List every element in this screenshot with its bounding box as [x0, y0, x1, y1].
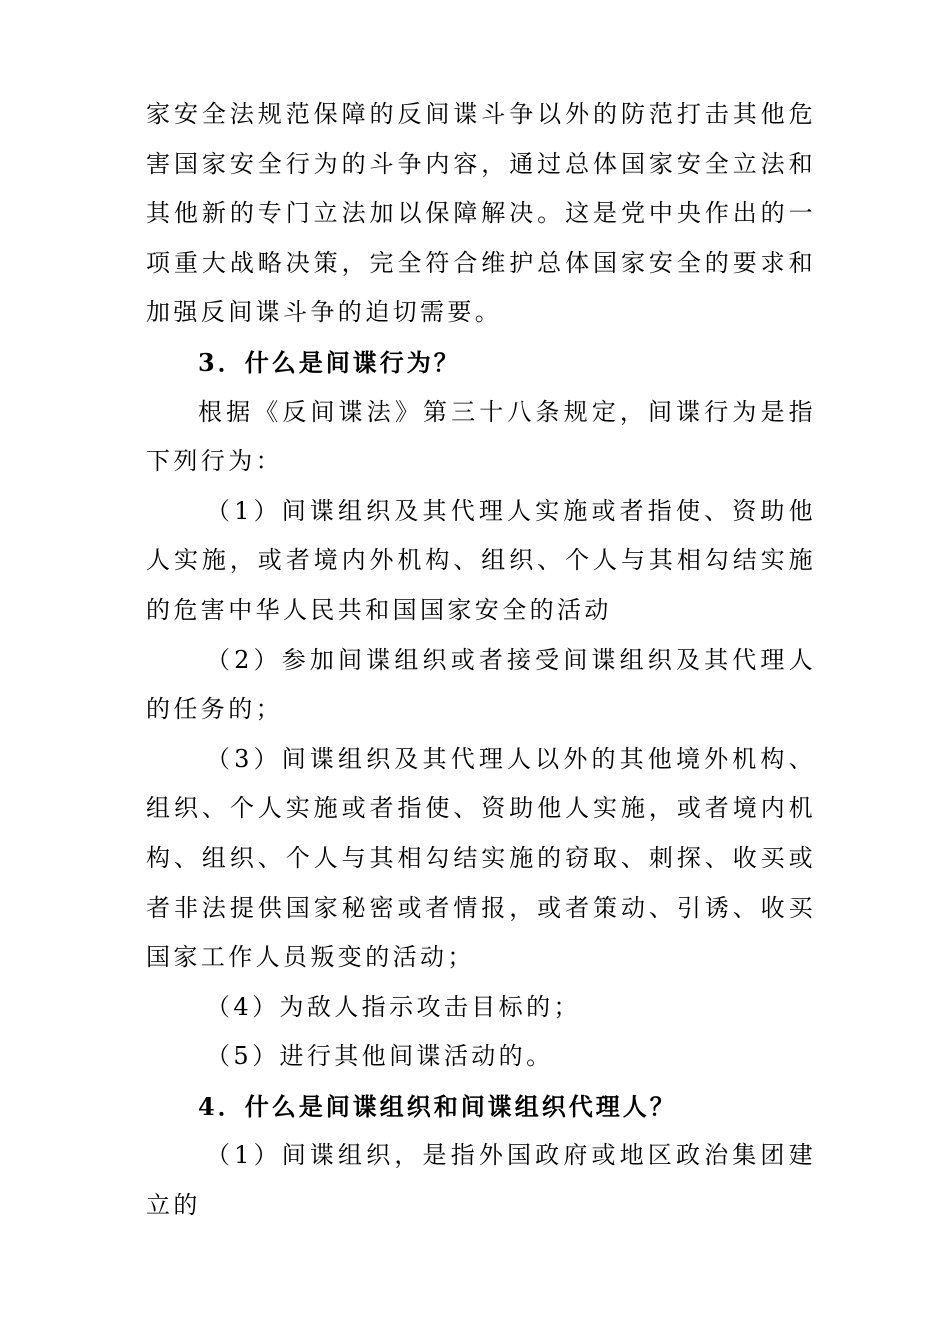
list-item-1: （1）间谍组织及其代理人实施或者指使、资助他人实施，或者境内外机构、组织、个人与其相勾结实施的危害中华人民共和国国家安全的活动 [146, 496, 816, 624]
list-item-2: （2）参加间谍组织或者接受间谍组织及其代理人的任务的； [146, 645, 816, 724]
document-body [146, 90, 816, 1231]
list-item-5: （5）进行其他间谍活动的。 [206, 1042, 554, 1071]
section-heading-3: 3．什么是间谍行为？ [198, 347, 461, 377]
paragraph-definition-intro: 根据《反间谍法》第三十八条规定，间谍行为是指下列行为： [146, 397, 816, 476]
paragraph-continuation: 家安全法规范保障的反间谍斗争以外的防范打击其他危害国家安全行为的斗争内容，通过总体国家安全立法和其他新的专门立法加以保障解决。这是党中央作出的一项重大战略决策，完全符合维护总体国家安全的要求和加强反间谍斗争的迫切需要。 [146, 100, 816, 327]
list-item-org-1: （1）间谍组织，是指外国政府或地区政治集团建立的 [146, 1141, 816, 1220]
list-item-4: （4）为敌人指示攻击目标的； [206, 992, 581, 1021]
list-item-3: （3）间谍组织及其代理人以外的其他境外机构、组织、个人实施或者指使、资助他人实施，或者境内机构、组织、个人与其相勾结实施的窃取、刺探、收买或者非法提供国家秘密或者情报，或者策动、引诱、收买国家工作人员叛变的活动； [146, 744, 816, 972]
section-heading-4: 4．什么是间谍组织和间谍组织代理人？ [198, 1091, 677, 1121]
